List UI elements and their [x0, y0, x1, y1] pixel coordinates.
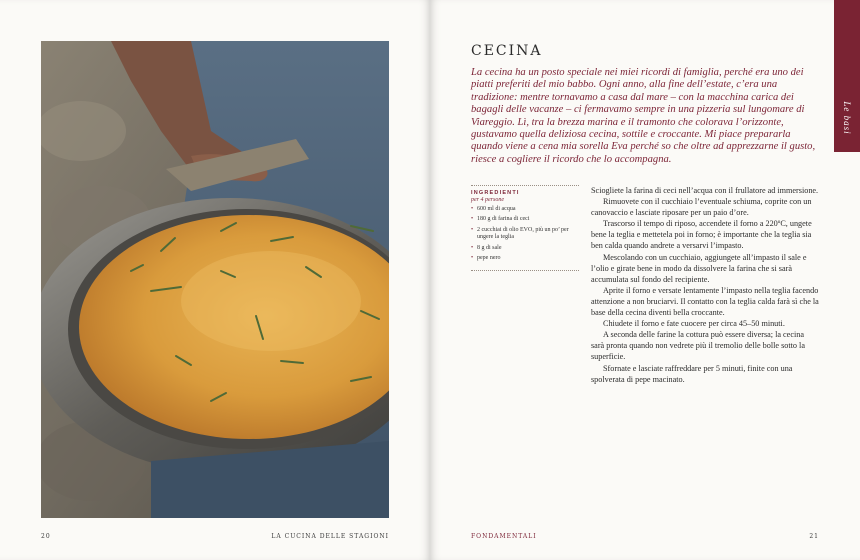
ingredient-text: 600 ml di acqua [477, 206, 516, 212]
recipe-title: CECINA [471, 43, 543, 59]
right-page [430, 0, 860, 560]
page-number-right: 21 [809, 533, 819, 540]
method-text [591, 185, 819, 385]
method-step: Sciogliete la farina di ceci nell’acqua con il frullatore ad immersione. [591, 186, 819, 195]
bullet-icon: • [471, 226, 474, 233]
ingredients-list [471, 206, 579, 262]
bullet-icon: • [471, 255, 474, 262]
ingredient-item [471, 216, 579, 223]
ingredient-item [471, 227, 579, 242]
recipe-intro: La cecina ha un posto speciale nei miei ricordi di famiglia, perché era uno dei piatti preferiti del mio babbo. Ogni anno, alla fine dell’estate, c’era una tradizione: mentre tornavamo a casa dal mare – con la macchina carica dei bagagli delle vacanze – ci fermavamo sempre in una pizzeria sul lungomare di Viareggio. Lì, tra la brezza marina e il tramonto che colorava l’orizzonte, gustavamo quella deliziosa cecina, sottile e croccante. Mi piace prepararla quando viene a cena mia sorella Eva perché so che oltre ad apprezzarne il gusto, riesce a cogliere il ricordo che lo accompagna. [471, 67, 816, 165]
ingredient-text: 8 g di sale [477, 244, 502, 251]
bullet-icon: • [471, 206, 474, 212]
method-step: Sfornate e lasciate raffreddare per 5 minuti, finite con una spolverata di pepe macinato. [591, 363, 793, 384]
method-step: Trascorso il tempo di riposo, accendete il forno a 220ºC, ungete bene la teglia e mettetela poi in forno; è importante che la teglia sia ben calda quando andrete a versarvi l’impasto. [591, 219, 812, 251]
method-step: Mescolando con un cucchiaio, aggiungete all’impasto il sale e l’olio e girate bene in modo da dissolvere la farina che si sarà accumulata sul fondo del recipiente. [591, 252, 807, 284]
section-tab-label: Le basi [842, 101, 852, 135]
ingredients-box [471, 185, 579, 271]
ingredient-item [471, 206, 579, 213]
ingredient-text: pepe nero [477, 255, 501, 262]
running-head-right: FONDAMENTALI [471, 533, 537, 540]
bullet-icon: • [471, 244, 474, 251]
ingredients-title: INGREDIENTI [471, 190, 520, 196]
method-step: Aprite il forno e versate lentamente l’impasto nella teglia facendo attenzione a non bruciarvi. Il contatto con la teglia calda farà sì che la base della cecina diventi bella croccante. [591, 285, 819, 318]
page-number-left: 20 [41, 533, 51, 540]
ingredient-text: 180 g di farina di ceci [477, 216, 530, 223]
method-step: Chiudete il forno e fate cuocere per circa 45–50 minuti. [603, 319, 785, 329]
section-tab[interactable] [834, 0, 860, 152]
ingredients-servings: per 4 persone [471, 197, 504, 203]
ingredient-item [471, 245, 579, 252]
method-step: A seconda delle farine la cottura può essere diversa; la cecina sarà pronta quando non vedrete più il tremolio delle bolle sotto la superficie. [591, 330, 805, 362]
method-step: Rimuovete con il cucchiaio l’eventuale schiuma, coprite con un canovaccio e lasciate riposare per un paio d’ore. [591, 197, 812, 218]
bullet-icon: • [471, 216, 474, 223]
ingredient-text: 2 cucchiai di olio EVO, più un po’ per ungere la teglia [477, 226, 569, 241]
running-head-left: LA CUCINA DELLE STAGIONI [271, 533, 389, 540]
ingredient-item [471, 255, 579, 262]
cecina-photo [41, 41, 389, 518]
